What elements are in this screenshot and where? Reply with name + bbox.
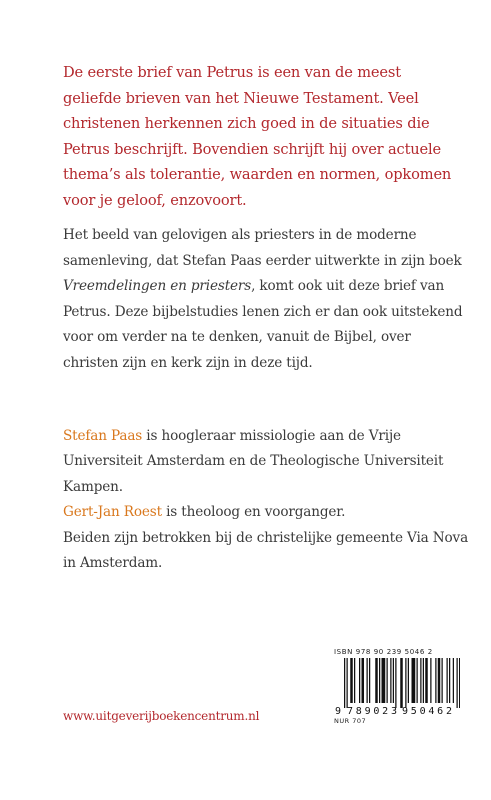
barcode-bar — [405, 658, 406, 708]
intro-paragraph: De eerste brief van Petrus is een van de meest geliefde brieven van het Nieuwe Testament. Veel christenen herkennen zich goed in de situaties die Petrus beschrijft. Bovendien schrijft hij over actuele thema’s als tolerantie, waarden en normen, opkomen voor je geloof, enzovoort. — [63, 64, 452, 209]
barcode-bar — [430, 658, 431, 703]
barcode-bar — [354, 658, 355, 703]
barcode-bar — [408, 658, 409, 703]
barcode-first-digit: 9 — [335, 706, 342, 716]
barcode-left-digits: 789023 — [347, 706, 397, 716]
barcode-bar — [420, 658, 421, 703]
barcode-bar — [367, 658, 368, 703]
barcode-bar — [425, 658, 428, 703]
barcode-bar — [447, 658, 448, 703]
barcode-right-digits: 950462 — [402, 706, 452, 716]
barcode-bar — [382, 658, 386, 703]
barcode-bar — [362, 658, 365, 703]
nur-label: NUR 707 — [334, 717, 367, 725]
author-name-1: Stefan Paas — [63, 428, 143, 444]
body-paragraph — [63, 223, 463, 377]
barcode-bar — [375, 658, 378, 703]
barcode-bar — [400, 658, 403, 708]
barcode-bar — [438, 658, 441, 703]
barcode-bar — [449, 658, 450, 703]
barcode-bar — [379, 658, 380, 703]
barcode-bar — [359, 658, 360, 703]
barcode-bar — [350, 658, 353, 703]
barcode-bar — [459, 658, 460, 708]
author-bio-1: is hoogleraar missiologie aan de Vrije Universiteit Amsterdam en de Theologische Universiteit Kampen. — [63, 428, 444, 495]
ean-barcode — [334, 658, 460, 716]
author-name-2: Gert-Jan Roest — [63, 504, 162, 521]
isbn-label: ISBN 978 90 239 5046 2 — [334, 648, 433, 656]
barcode-block — [334, 648, 460, 725]
author-bio-2: is theoloog en voorganger. — [161, 504, 346, 521]
barcode-bar — [442, 658, 443, 703]
barcode-bar — [393, 658, 394, 703]
barcode-bar — [369, 658, 370, 703]
barcode-bar — [395, 658, 396, 708]
barcode-bar — [387, 658, 388, 703]
barcode-bar — [390, 658, 391, 703]
body-text-before-title: Het beeld van gelovigen als priesters in de moderne samenleving, dat Stefan Paas eerder uitwerkte in zijn boek — [63, 227, 462, 269]
authors-block — [63, 424, 473, 576]
barcode-bar — [457, 658, 458, 708]
barcode-bar — [423, 658, 424, 703]
barcode-bar — [412, 658, 416, 703]
publisher-website-link[interactable]: www.uitgeverijboekencentrum.nl — [63, 709, 260, 723]
barcode-bar — [344, 658, 345, 708]
authors-note: Beiden zijn betrokken bij de christelijke gemeente Via Nova in Amsterdam. — [63, 529, 469, 572]
barcode-bar — [435, 658, 436, 703]
barcode-bar — [417, 658, 418, 703]
barcode-bar — [347, 658, 348, 708]
body-text-after-title: , komt ook uit deze brief van Petrus. Deze bijbelstudies lenen zich er dan ook uitstekend voor om verder na te denken, vanuit de Bijbel, over christen zijn en kerk zijn in deze tijd. — [63, 278, 463, 371]
barcode-bar — [453, 658, 454, 703]
book-title: Vreemdelingen en priesters — [63, 278, 252, 295]
